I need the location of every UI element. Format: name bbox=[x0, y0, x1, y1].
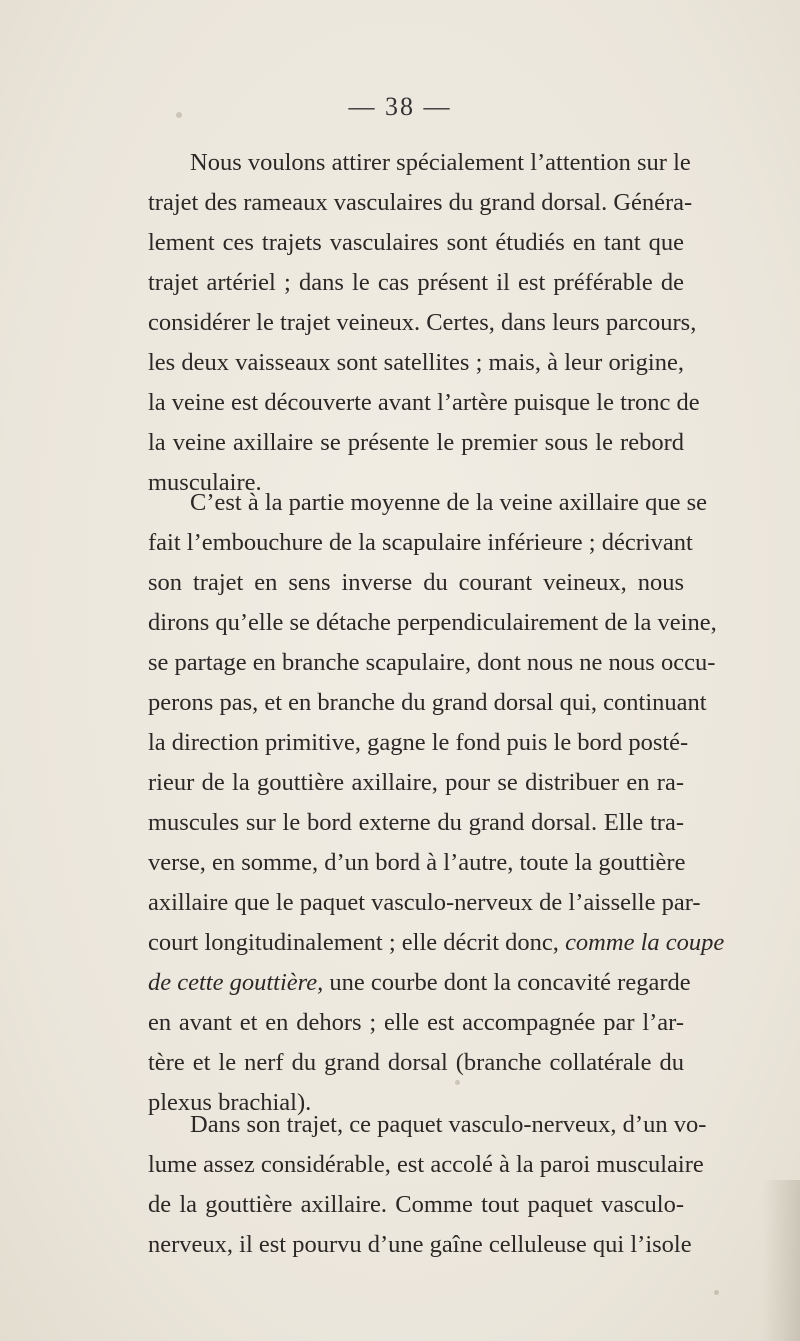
paper-spot bbox=[455, 1080, 460, 1085]
text-line: dirons qu’elle se détache perpendiculairement de la veine, bbox=[148, 609, 717, 636]
text-line: son trajet en sens inverse du courant veineux, nous bbox=[148, 569, 684, 596]
text-line: musculaire. bbox=[148, 469, 262, 496]
text-line: Nous voulons attirer spécialement l’attention sur le bbox=[190, 149, 691, 176]
text-line: muscules sur le bord externe du grand dorsal. Elle tra- bbox=[148, 809, 684, 836]
text-line: axillaire que le paquet vasculo-nerveux de l’aisselle par- bbox=[148, 889, 701, 916]
text-line: lume assez considérable, est accolé à la paroi musculaire bbox=[148, 1151, 704, 1178]
italic-text: de cette gouttière, bbox=[148, 969, 324, 996]
text-line bbox=[148, 963, 691, 1003]
text-line: rieur de la gouttière axillaire, pour se distribuer en ra- bbox=[148, 769, 684, 796]
text-line: tère et le nerf du grand dorsal (branche collatérale du bbox=[148, 1049, 684, 1076]
text-line: Dans son trajet, ce paquet vasculo-nerveux, d’un vo- bbox=[190, 1111, 707, 1138]
text-line: les deux vaisseaux sont satellites ; mais, à leur origine, bbox=[148, 349, 684, 376]
text-line bbox=[148, 923, 725, 963]
text-line: la direction primitive, gagne le fond puis le bord posté- bbox=[148, 729, 689, 756]
paragraph-2 bbox=[148, 483, 725, 1123]
text-segment: court longitudinalement ; elle décrit donc, bbox=[148, 929, 559, 956]
text-line: lement ces trajets vasculaires sont étudiés en tant que bbox=[148, 229, 684, 256]
text-line: plexus brachial). bbox=[148, 1089, 312, 1116]
text-line: la veine axillaire se présente le premier sous le rebord bbox=[148, 429, 684, 456]
text-segment: une courbe dont la concavité regarde bbox=[329, 969, 691, 996]
italic-text: comme la coupe bbox=[565, 929, 725, 956]
text-line: nerveux, il est pourvu d’une gaîne celluleuse qui l’isole bbox=[148, 1231, 692, 1258]
text-line: perons pas, et en branche du grand dorsal qui, continuant bbox=[148, 689, 707, 716]
paper-spot bbox=[714, 1290, 719, 1295]
text-line: trajet artériel ; dans le cas présent il est préférable de bbox=[148, 269, 684, 296]
text-line: fait l’embouchure de la scapulaire inférieure ; décrivant bbox=[148, 529, 693, 556]
text-line: se partage en branche scapulaire, dont nous ne nous occu- bbox=[148, 649, 716, 676]
text-line: trajet des rameaux vasculaires du grand dorsal. Généra- bbox=[148, 189, 693, 216]
paragraph-3 bbox=[148, 1105, 707, 1265]
text-line: en avant et en dehors ; elle est accompagnée par l’ar- bbox=[148, 1009, 684, 1036]
text-line: de la gouttière axillaire. Comme tout paquet vasculo- bbox=[148, 1191, 684, 1218]
text-line: considérer le trajet veineux. Certes, dans leurs parcours, bbox=[148, 309, 697, 336]
text-line: C’est à la partie moyenne de la veine axillaire que se bbox=[190, 489, 708, 516]
text-line: la veine est découverte avant l’artère puisque le tronc de bbox=[148, 389, 700, 416]
paper-spot bbox=[176, 112, 182, 118]
text-line: verse, en somme, d’un bord à l’autre, toute la gouttière bbox=[148, 849, 686, 876]
page-shadow bbox=[762, 1180, 800, 1341]
page-number: — 38 — bbox=[348, 92, 452, 121]
